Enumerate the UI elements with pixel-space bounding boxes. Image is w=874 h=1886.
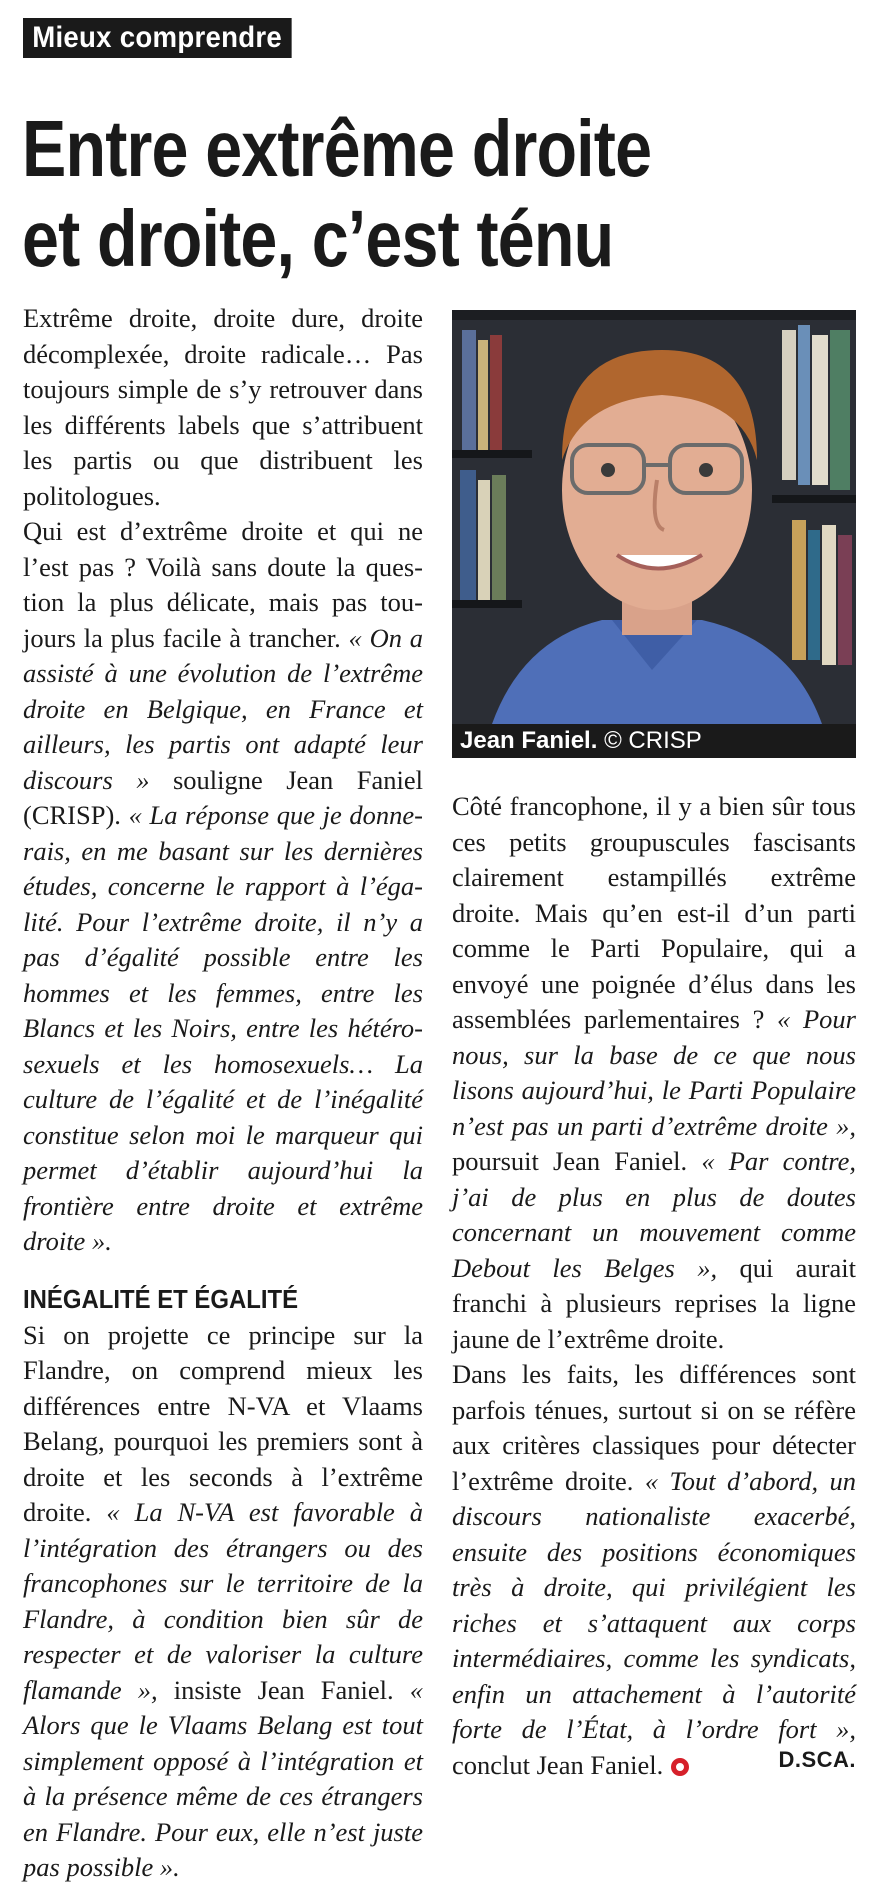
subheading: INÉGALITÉ ET ÉGALITÉ — [23, 1283, 299, 1314]
text: conclut Jean Faniel. — [452, 1749, 664, 1780]
text: Dans les faits, les différences sont parfois ténues, surtout si on se réfère aux critères classiques pour détecter l’extrême droite. — [452, 1359, 856, 1496]
section-kicker: Mieux comprendre — [23, 18, 291, 58]
left-column — [23, 301, 423, 1886]
text: insiste Jean Faniel. — [173, 1674, 394, 1705]
quote: « Tout d’abord, un discours nationaliste exacerbé, ensuite des positions économiques très à droite, qui privilégient les riches et s’attaquent aux corps intermédiaires, comme les syndicats, enfin un attachement à l’autorité forte de l’État, à l’ordre fort », — [452, 1465, 857, 1744]
headline-line-1: Entre extrême droite — [22, 104, 652, 193]
caption-name: Jean Faniel. — [460, 727, 598, 754]
quote: « Alors que le Vlaams Belang est tout simplement opposé à l’intégration et à la présence même de ces étrangers en Flandre. Pour eux, elle n’est juste pas possible ». — [23, 1674, 424, 1882]
paragraph-intro: Extrême droite, droite dure, droite décomplexée, droite radicale… Pas toujours simple de s’y retrouver dans les différents labels que s’attribuent les partis ou que distribuent les politologues. — [23, 303, 423, 511]
text: Si on projette ce principe sur la Flandre, on comprend mieux les différences entre N-VA et Vlaams Belang, pourquoi les premiers sont à droite et les seconds à l’extrême droite. — [23, 1319, 423, 1527]
end-of-article-icon — [671, 1758, 689, 1776]
quote: « La réponse que je donnerais, en me basant sur les dernières études, concerne le rapport à l’égalité. Pour l’extrême droite, il n’y a pas d’égalité possible entre les hommes et les femmes, entre les Blancs et les Noirs, entre les hétérosexuels et les homosexuels… La culture de l’égalité et de l’inégalité constitue selon moi le marqueur qui permet d’établir aujourd’hui la frontière entre droite et extrême droite ». — [23, 800, 423, 1256]
text: Qui est d’extrême droite et qui ne l’est pas ? Voilà sans doute la question la plus délicate, mais pas toujours la plus facile à trancher. — [23, 516, 423, 653]
portrait-illustration — [452, 310, 856, 724]
headline — [22, 104, 719, 284]
quote: « Pour nous, sur la base de ce que nous lisons aujourd’hui, le Parti Populaire n’est pas un parti d’extrême droite », — [452, 1004, 856, 1141]
right-column — [452, 789, 856, 1783]
text: Côté francophone, il y a bien sûr tous ces petits groupuscules fascisants clairement estampillés extrême droite. Mais qu’en est-il d’un parti comme le Parti Populaire, qui a envoyé une poignée d’élus dans les assemblées parlementaires ? — [452, 791, 856, 1034]
photo-caption — [452, 724, 856, 758]
quote: « Par contre, j’ai de plus en plus de doutes concernant un mouvement comme Debout les Belges », — [452, 1146, 857, 1283]
text: qui aurait franchi à plusieurs reprises la ligne jaune de l’extrême droite. — [452, 1252, 857, 1354]
author-signature: D.SCA. — [778, 1747, 856, 1772]
text: poursuit Jean Faniel. — [452, 1146, 688, 1176]
text: souligne Jean Faniel (CRISP). — [23, 764, 423, 830]
paragraph-flandre — [23, 1318, 423, 1886]
headline-line-2: et droite, c’est ténu — [22, 194, 614, 283]
portrait-photo — [452, 310, 856, 724]
paragraph-question — [23, 514, 423, 1260]
quote: « On a assisté à une évolution de l’extrême droite en Belgique, en France et ailleurs, les partis ont adapté leur discours » — [23, 622, 423, 795]
paragraph-criteria — [452, 1357, 856, 1783]
paragraph-francophone — [452, 789, 856, 1357]
caption-credit: © CRISP — [604, 727, 702, 754]
quote: « La N-VA est favorable à l’intégration des étrangers ou des francophones sur le territoire de la Flandre, à condition bien sûr de respecter et de valoriser la culture flamande », — [23, 1497, 424, 1705]
